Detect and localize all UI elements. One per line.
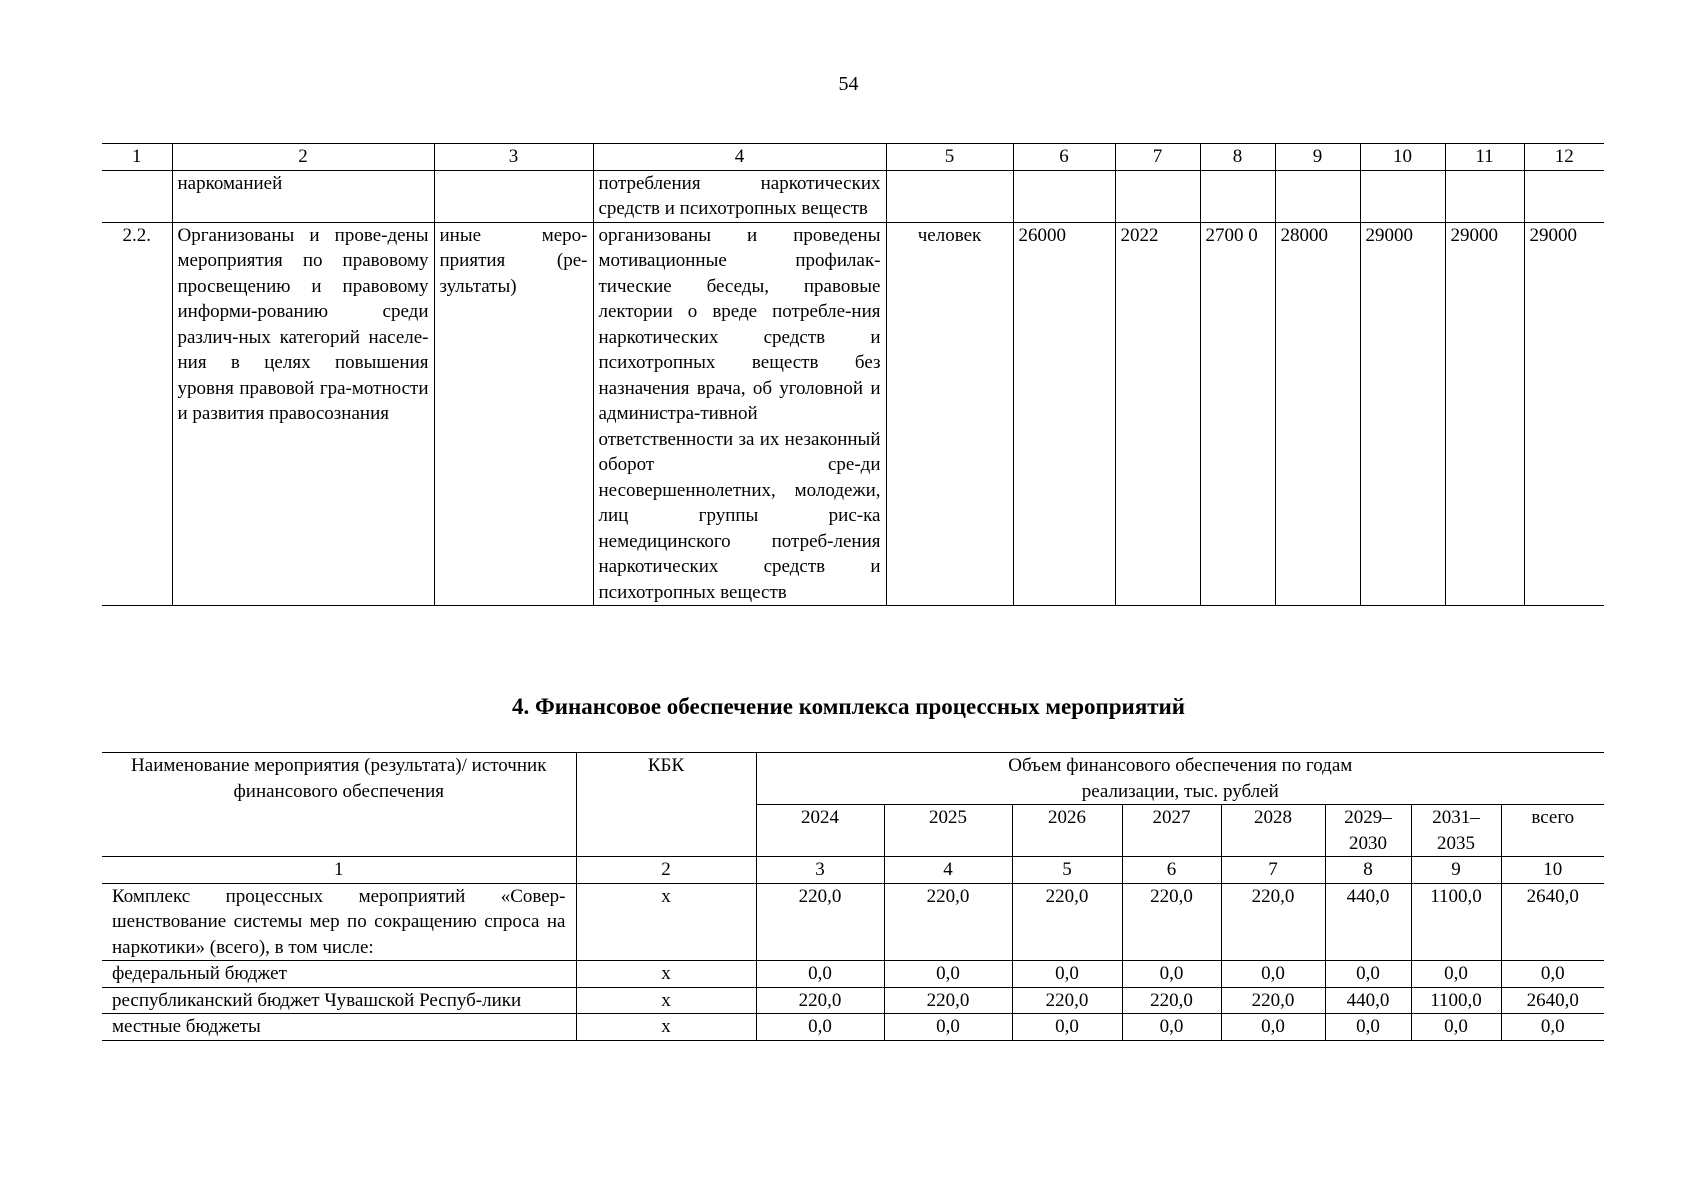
- cell: [1200, 170, 1275, 222]
- value-cell: 0,0: [1501, 1014, 1604, 1041]
- table-row: [102, 222, 1604, 606]
- column-number: 3: [434, 144, 593, 171]
- type-cell: иные меро-приятия (ре-зультаты): [434, 222, 593, 606]
- column-number: 2: [172, 144, 434, 171]
- cell: [1275, 170, 1360, 222]
- cell: [434, 170, 593, 222]
- column-number: 8: [1325, 857, 1411, 884]
- value-cell: 0,0: [1122, 1014, 1221, 1041]
- page-number: 54: [838, 73, 859, 95]
- value-cell: 220,0: [1221, 987, 1325, 1014]
- value-cell: 0,0: [1012, 1014, 1122, 1041]
- value-cell: 0,0: [1122, 961, 1221, 988]
- column-number: 10: [1360, 144, 1445, 171]
- column-number: 5: [886, 144, 1013, 171]
- cell: [102, 170, 172, 222]
- year-header: 2027: [1122, 805, 1221, 857]
- column-number: 4: [884, 857, 1012, 884]
- value-cell: 0,0: [884, 1014, 1012, 1041]
- value-cell: 220,0: [756, 883, 884, 961]
- value-cell: 440,0: [1325, 883, 1411, 961]
- column-number: 11: [1445, 144, 1524, 171]
- description-cell: организованы и проведены мотивационные профилак-тические беседы, правовые лектории о вреде потребле-ния наркотических средств и психотропных веществ без назначения врача, об уголовной и администра-тивной ответственности за их незаконный оборот сре-ди несовершеннолетних, молодежи, лиц группы рис-ка немедицинского потреб-ления наркотических средств и психотропных веществ: [593, 222, 886, 606]
- column-number: 1: [102, 857, 576, 884]
- table-row: [102, 1014, 1604, 1041]
- column-number: 4: [593, 144, 886, 171]
- value-cell: 2640,0: [1501, 987, 1604, 1014]
- column-number: 7: [1115, 144, 1200, 171]
- year-header: 2031– 2035: [1411, 805, 1501, 857]
- value-cell: 220,0: [756, 987, 884, 1014]
- row-name-cell: Комплекс процессных мероприятий «Совер-шенствование системы мер по сокращению спроса на наркотики» (всего), в том числе:: [102, 883, 576, 961]
- column-number: 3: [756, 857, 884, 884]
- header-row: [102, 753, 1604, 805]
- column-number: 9: [1275, 144, 1360, 171]
- year-header: 2028: [1221, 805, 1325, 857]
- value-cell: 28000: [1275, 222, 1360, 606]
- row-number-cell: 2.2.: [102, 222, 172, 606]
- column-number-row: [102, 857, 1604, 884]
- cell: [1115, 170, 1200, 222]
- table-row: [102, 987, 1604, 1014]
- continuation-row: [102, 170, 1604, 222]
- value-cell: 0,0: [1411, 1014, 1501, 1041]
- value-cell: 0,0: [1325, 1014, 1411, 1041]
- financing-table: [102, 752, 1604, 1041]
- row-name-cell: республиканский бюджет Чувашской Респуб-лики: [102, 987, 576, 1014]
- year-header: 2029– 2030: [1325, 805, 1411, 857]
- column-number-row: [102, 144, 1604, 171]
- indicators-table: [102, 143, 1604, 606]
- value-cell: 0,0: [1411, 961, 1501, 988]
- value-cell: 0,0: [756, 1014, 884, 1041]
- value-cell: 0,0: [1221, 1014, 1325, 1041]
- result-name-cell: Организованы и прове-дены мероприятия по правовому просвещению и правовому информи-рованию среди различ-ных категорий населе-ния в целях повышения уровня правовой гра-мотности и развития правосознания: [172, 222, 434, 606]
- unit-cell: человек: [886, 222, 1013, 606]
- kbk-header: КБК: [576, 753, 756, 857]
- value-cell: 220,0: [884, 987, 1012, 1014]
- value-cell: 220,0: [1221, 883, 1325, 961]
- value-cell: 440,0: [1325, 987, 1411, 1014]
- name-header: Наименование мероприятия (результата)/ источник финансового обеспечения: [102, 753, 576, 857]
- value-cell: 29000: [1360, 222, 1445, 606]
- result-name-cell: наркоманией: [172, 170, 434, 222]
- row-name-cell: местные бюджеты: [102, 1014, 576, 1041]
- column-number: 9: [1411, 857, 1501, 884]
- column-number: 5: [1012, 857, 1122, 884]
- cell: [1445, 170, 1524, 222]
- base-year-cell: 2022: [1115, 222, 1200, 606]
- value-cell: 0,0: [756, 961, 884, 988]
- column-number: 8: [1200, 144, 1275, 171]
- value-cell: 220,0: [884, 883, 1012, 961]
- kbk-cell: x: [576, 961, 756, 988]
- year-header: 2025: [884, 805, 1012, 857]
- column-number: 1: [102, 144, 172, 171]
- cell: [1013, 170, 1115, 222]
- kbk-cell: x: [576, 987, 756, 1014]
- cell: [1524, 170, 1604, 222]
- row-name-cell: федеральный бюджет: [102, 961, 576, 988]
- year-header: 2026: [1012, 805, 1122, 857]
- value-cell: 1100,0: [1411, 883, 1501, 961]
- column-number: 6: [1013, 144, 1115, 171]
- volume-header: Объем финансового обеспечения по годам реализации, тыс. рублей: [756, 753, 1604, 805]
- base-value-cell: 26000: [1013, 222, 1115, 606]
- table-row: [102, 961, 1604, 988]
- column-number: 10: [1501, 857, 1604, 884]
- value-cell: 2700 0: [1200, 222, 1275, 606]
- value-cell: 1100,0: [1411, 987, 1501, 1014]
- value-cell: 220,0: [1012, 987, 1122, 1014]
- cell: [886, 170, 1013, 222]
- description-cell: потребления наркотических средств и психотропных веществ: [593, 170, 886, 222]
- value-cell: 29000: [1524, 222, 1604, 606]
- total-header: всего: [1501, 805, 1604, 857]
- column-number: 2: [576, 857, 756, 884]
- value-cell: 2640,0: [1501, 883, 1604, 961]
- value-cell: 220,0: [1122, 987, 1221, 1014]
- kbk-cell: x: [576, 1014, 756, 1041]
- cell: [1360, 170, 1445, 222]
- value-cell: 0,0: [1501, 961, 1604, 988]
- table-row: [102, 883, 1604, 961]
- column-number: 6: [1122, 857, 1221, 884]
- value-cell: 220,0: [1122, 883, 1221, 961]
- column-number: 12: [1524, 144, 1604, 171]
- value-cell: 0,0: [1012, 961, 1122, 988]
- kbk-cell: x: [576, 883, 756, 961]
- value-cell: 0,0: [884, 961, 1012, 988]
- value-cell: 0,0: [1221, 961, 1325, 988]
- value-cell: 29000: [1445, 222, 1524, 606]
- value-cell: 220,0: [1012, 883, 1122, 961]
- year-header: 2024: [756, 805, 884, 857]
- value-cell: 0,0: [1325, 961, 1411, 988]
- section-title: 4. Финансовое обеспечение комплекса процессных мероприятий: [511, 694, 1186, 719]
- column-number: 7: [1221, 857, 1325, 884]
